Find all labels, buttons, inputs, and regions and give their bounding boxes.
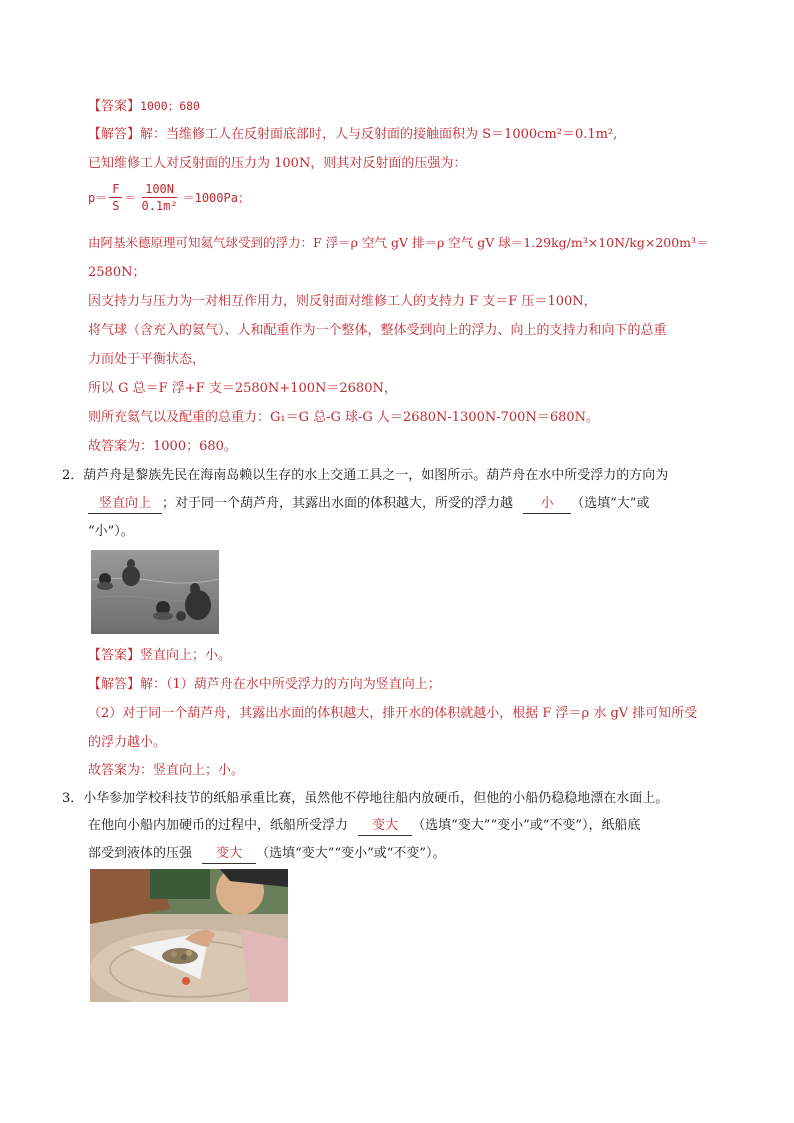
formula-result: ＝1000Pa； xyxy=(182,191,250,205)
answer-value-2: 竖直向上；小。 xyxy=(140,648,232,663)
question-2-blank-1: 竖直向上 xyxy=(88,495,162,514)
question-3-stem-c2: （选填“变大”“变小”或“不变”）。 xyxy=(256,846,446,861)
analysis-line-6a: 将气球（含充入的氦气）、人和配重作为一个整体，整体受到向上的浮力、向上的支持力和向下的总重 xyxy=(88,323,667,338)
analysis-line-4a: 由阿基米德原理可知氦气球受到的浮力：F 浮＝ρ 空气 gV 排＝ρ 空气 gV 球＝1.29kg/m³×10N/kg×200m³＝ xyxy=(88,235,709,250)
formula-equals: ＝ xyxy=(124,191,137,205)
fraction-denominator-value: 0.1m² xyxy=(141,199,178,213)
question-3-blank-1: 变大 xyxy=(358,817,412,836)
question-2-stem-line-3: “小”）。 xyxy=(88,524,134,539)
answer-tag-2: 【答案】 xyxy=(88,648,141,663)
fraction-numerator-F: F xyxy=(109,181,122,198)
answer-tag: 【答案】 xyxy=(88,99,141,114)
final-answer-1: 故答案为：1000；680。 xyxy=(88,439,237,454)
question-2-stem-c: （选填“大”或 xyxy=(571,496,650,511)
analysis-line-1 xyxy=(88,126,617,144)
analysis-2-text: 解：（1）葫芦舟在水中所受浮力的方向为竖直向上； xyxy=(140,677,441,692)
question-2-stem-line-2 xyxy=(88,495,649,514)
analysis-tag-2: 【解答】 xyxy=(88,677,141,692)
question-3-blank-2: 变大 xyxy=(202,845,256,864)
paper-boat-illustration xyxy=(90,869,288,1002)
answer-value: 1000；680 xyxy=(140,99,200,113)
pressure-formula xyxy=(88,181,250,214)
analysis-text: 解：当维修工人在反射面底部时，人与反射面的接触面积为 S＝1000cm²＝0.1m², xyxy=(140,127,618,142)
question-3-stem-line-1 xyxy=(62,790,668,808)
question-3-stem-a: 小华参加学校科技节的纸船承重比赛，虽然他不停地往船内放硬币，但他的小船仍稳稳地漂在水面上。 xyxy=(83,791,669,806)
analysis-2-line-2a: （2）对于同一个葫芦舟，其露出水面的体积越大，排开水的体积就越小，根据 F 浮＝ρ 水 gV 排可知所受 xyxy=(88,706,698,721)
question-3-stem-b1: 在他向小船内加硬币的过程中，纸船所受浮力 xyxy=(88,818,349,833)
analysis-2-line-2b: 的浮力越小。 xyxy=(88,735,167,750)
analysis-line-4b: 2580N； xyxy=(88,265,146,280)
analysis-tag: 【解答】 xyxy=(88,127,141,142)
analysis-2-line-1 xyxy=(88,676,441,694)
question-number-3: 3． xyxy=(62,791,84,806)
question-2-stem-line-1 xyxy=(62,467,668,485)
analysis-line-8: 则所充氦气以及配重的总重力：G₁＝G 总-G 球-G 人＝2680N-1300N-700N＝680N。 xyxy=(88,410,600,425)
fraction-denominator-S: S xyxy=(112,199,120,213)
answer-line xyxy=(88,97,200,116)
question-3-stem-line-3 xyxy=(88,845,446,864)
question-number-2: 2． xyxy=(62,468,84,483)
question-2-stem-a: 葫芦舟是黎族先民在海南岛赖以生存的水上交通工具之一，如图所示。葫芦舟在水中所受浮力的方向为 xyxy=(83,468,669,483)
question-3-stem-line-2 xyxy=(88,817,641,836)
answer-line-2 xyxy=(88,647,231,665)
question-3-stem-c1: 部受到液体的压强 xyxy=(88,846,193,861)
question-2-blank-2: 小 xyxy=(523,495,571,514)
question-2-stem-b: ；对于同一个葫芦舟，其露出水面的体积越大，所受的浮力越 xyxy=(162,496,514,511)
fraction-values xyxy=(138,181,180,214)
analysis-line-2: 已知维修工人对反射面的压力为 100N，则其对反射面的压强为： xyxy=(88,156,467,171)
analysis-line-7: 所以 G 总＝F 浮+F 支＝2580N+100N＝2680N， xyxy=(88,381,397,396)
fraction-F-over-S xyxy=(109,181,122,214)
fraction-numerator-value: 100N xyxy=(142,181,177,198)
formula-p: p＝ xyxy=(88,191,108,205)
analysis-line-5: 因支持力与压力为一对相互作用力，则反射面对维修工人的支持力 F 支＝F 压＝100N， xyxy=(88,294,597,309)
analysis-line-6b: 力而处于平衡状态， xyxy=(88,352,206,367)
question-3-stem-b2: （选填“变大”“变小”或“不变”），纸船底 xyxy=(412,818,641,833)
paper-boat-coins-photo xyxy=(90,869,288,1002)
final-answer-2: 故答案为：竖直向上；小。 xyxy=(88,763,245,778)
gourd-boat-illustration xyxy=(91,550,219,634)
gourd-boat-photo xyxy=(91,550,219,634)
